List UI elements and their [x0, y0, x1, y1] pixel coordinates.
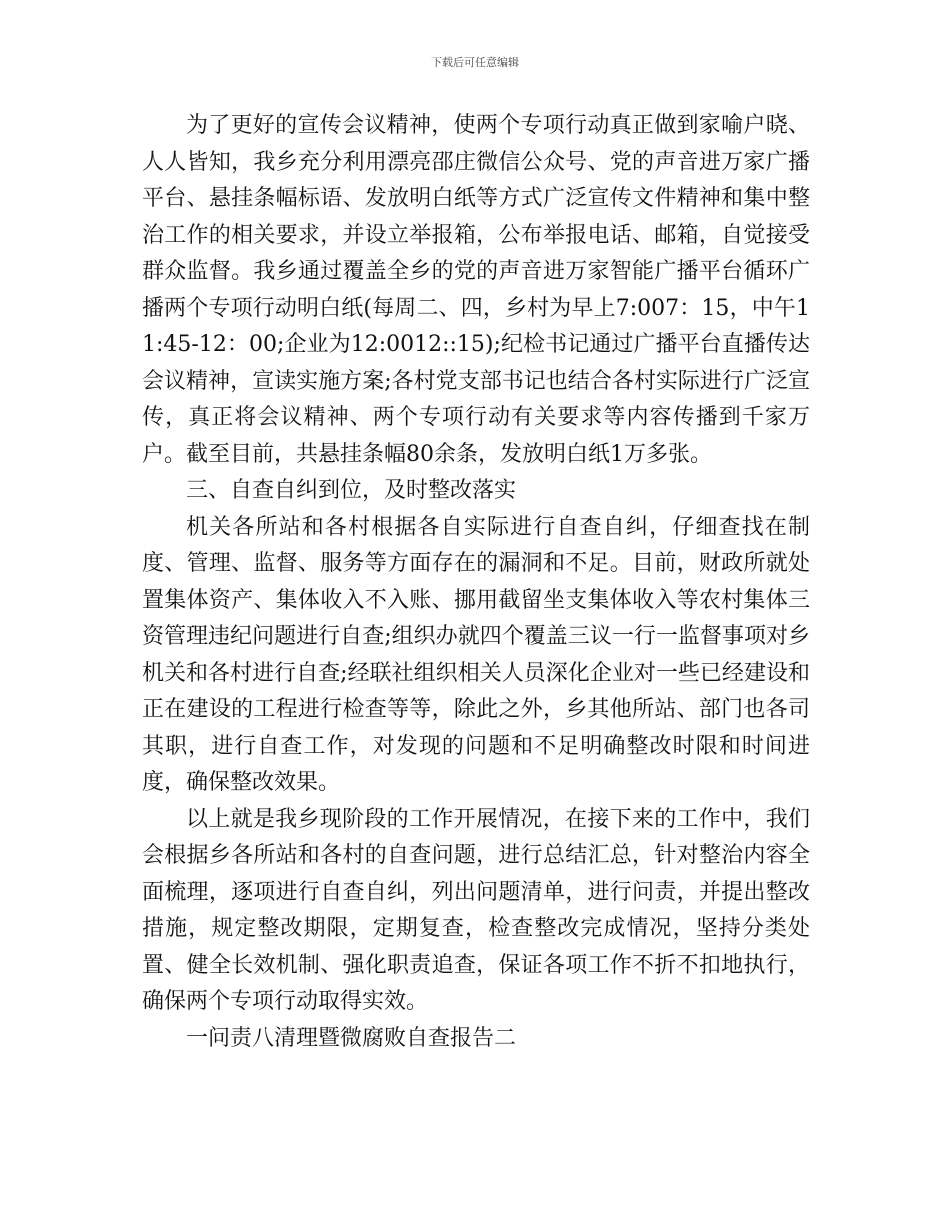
paragraph-publicity: 为了更好的宣传会议精神，使两个专项行动真正做到家喻户晓、人人皆知，我乡充分利用漂亮邵庄微信公众号、党的声音进万家广播平台、悬挂条幅标语、发放明白纸等方式广泛宣传文件精神和集中整治工作的相关要求，并设立举报箱，公布举报电话、邮箱，自觉接受群众监督。我乡通过覆盖全乡的党的声音进万家智能广播平台循环广播两个专项行动明白纸(每周二、四，乡村为早上7:007：15，中午11:45-12：00;企业为12:0012::15);纪检书记通过广播平台直播传达会议精神，宣读实施方案;各村党支部书记也结合各村实际进行广泛宣传，真正将会议精神、两个专项行动有关要求等内容传播到千家万户。截至目前，共悬挂条幅80余条，发放明白纸1万多张。 [142, 113, 810, 467]
report-title-two: 一问责八清理暨微腐败自查报告二 [186, 1025, 517, 1051]
page-header: 下载后可任意编辑 [431, 56, 519, 69]
paragraph-conclusion: 以上就是我乡现阶段的工作开展情况，在接下来的工作中，我们会根据乡各所站和各村的自查问题，进行总结汇总，针对整治内容全面梳理，逐项进行自查自纠，列出问题清单，进行问责，并提出整改措施，规定整改期限，定期复查，检查整改完成情况，坚持分类处置、健全长效机制、强化职责追查，保证各项工作不折不扣地执行，确保两个专项行动取得实效。 [142, 806, 810, 1014]
section-heading-self-check: 三、自查自纠到位，及时整改落实 [186, 478, 517, 503]
paragraph-self-check: 机关各所站和各村根据各自实际进行自查自纠，仔细查找在制度、管理、监督、服务等方面存在的漏洞和不足。目前，财政所就处置集体资产、集体收入不入账、挪用截留坐支集体收入等农村集体三资管理违纪问题进行自查;组织办就四个覆盖三议一行一监督事项对乡机关和各村进行自查;经联社组织相关人员深化企业对一些已经建设和正在建设的工程进行检查等等，除此之外，乡其他所站、部门也各司其职，进行自查工作，对发现的问题和不足明确整改时限和时间进度，确保整改效果。 [142, 514, 810, 795]
document-body [142, 108, 810, 1057]
